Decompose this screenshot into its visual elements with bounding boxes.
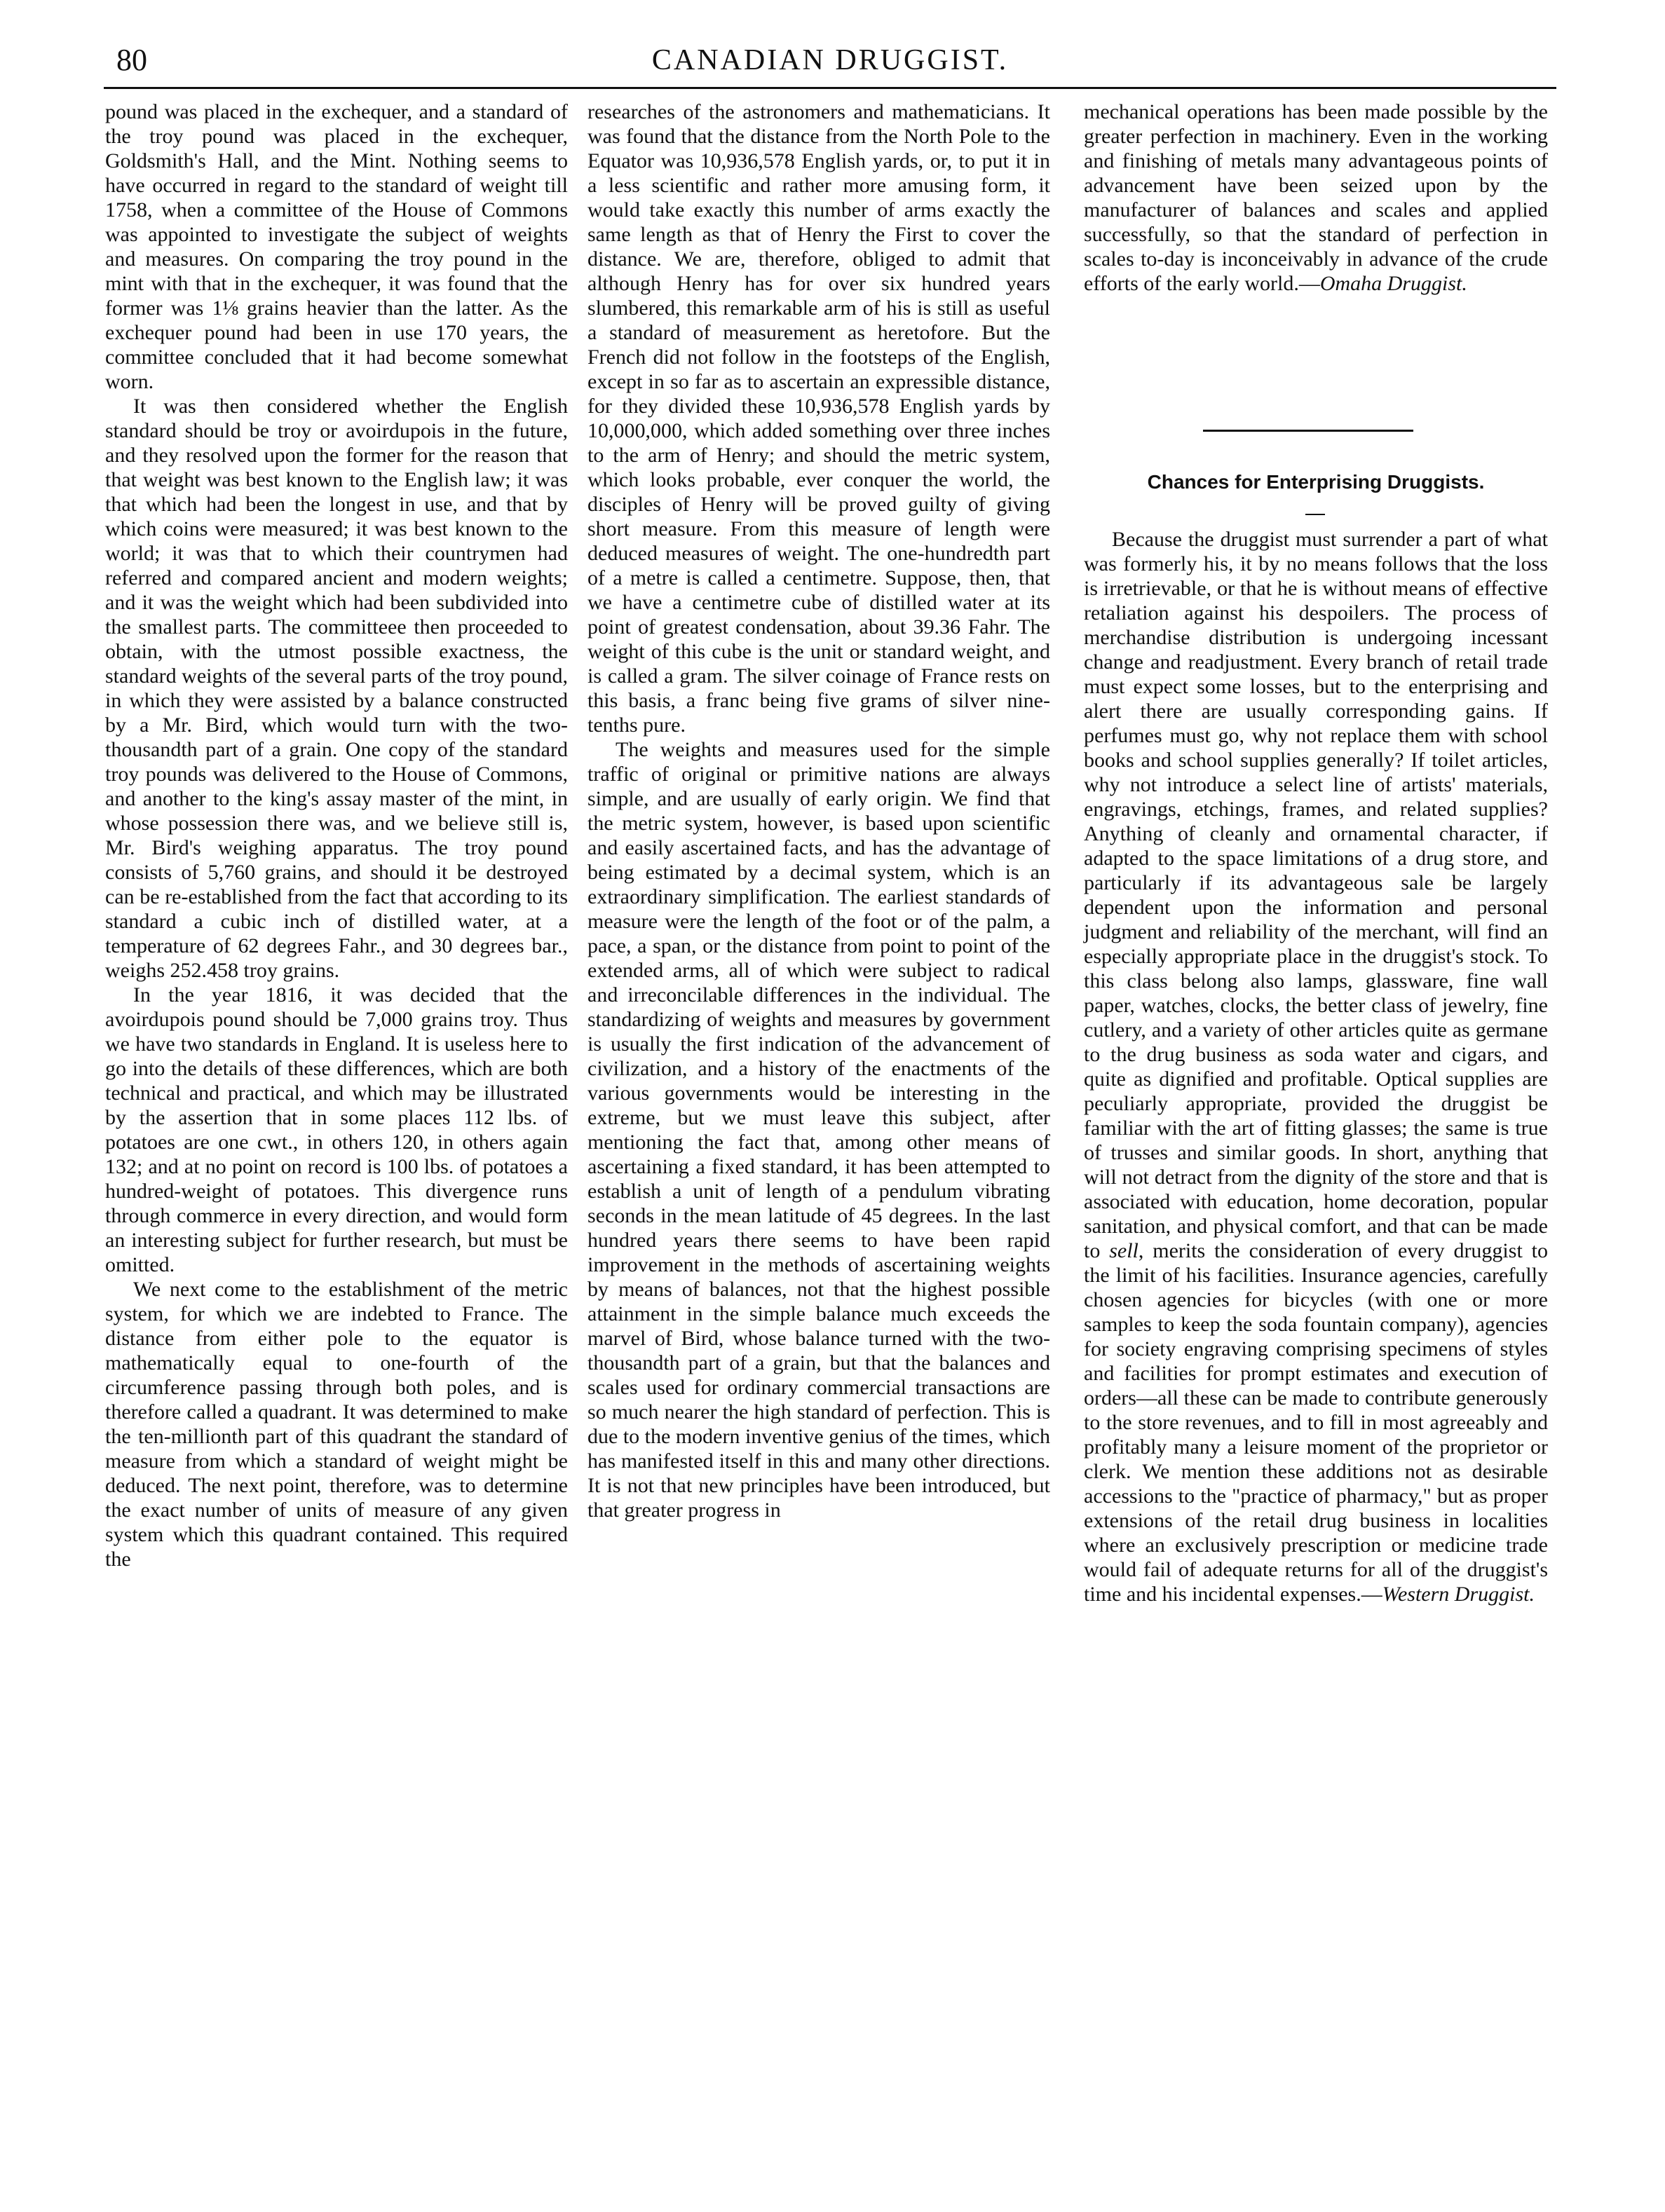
column-2 <box>587 100 1050 1522</box>
page-number: 80 <box>116 43 147 77</box>
paragraph-text: , merits the consideration of every druggist to the limit of his facilities. Insurance agencies, carefully chosen agencies for bicycles (with one or more samples to keep the soda fountain company), agencies for society engraving comprising specimens of styles and facilities for prompt estimates and execution of orders—all these can be made to contribute generously to the store revenues, and to fill in most agreeably and profitably many a leisure moment of the proprietor or clerk. We mention these additions not as desirable accessions to the "practice of pharmacy," but as proper extensions of the retail drug business in localities where an exclusively prescription or medicine trade would fail of adequate returns for all of the druggist's time and his incidental expenses.— <box>1084 1239 1548 1606</box>
paragraph: In the year 1816, it was decided that the avoirdupois pound should be 7,000 grains troy. Thus we have two standards in England. It is useless here to go into the details of these differences, which are both technical and practical, and which may be illustrated by the assertion that in some places 112 lbs. of potatoes are one cwt., in others 120, in others again 132; and at no point on record is 100 lbs. of potatoes a hundred-weight of potatoes. This divergence runs through commerce in every direction, and would form an interesting subject for further research, but must be omitted. <box>105 983 568 1276</box>
journal-title: CANADIAN DRUGGIST. <box>651 44 1009 76</box>
paragraph-text: Because the druggist must surrender a part of what was formerly his, it by no means follows that the loss is irretrievable, or that he is without means of effective retaliation against his despoilers. The process of merchandise distribution is undergoing incessant change and readjustment. Every branch of retail trade must expect some losses, but to the enterprising and alert there are usually corresponding gains. If perfumes must go, why not replace them with school books and school supplies generally? If toilet articles, why not introduce a select line of artists' materials, engravings, etchings, frames, and related supplies? Anything of cleanly and ornamental character, if adapted to the space limitations of a drug store, and particularly if its advantageous sale be largely dependent upon the information and personal judgment and reliability of the merchant, will find an especially appropriate place in the druggist's stock. To this class belong also lamps, glassware, fine wall paper, watches, clocks, the better class of jewelry, fine cutlery, and a variety of other articles quite as germane to the drug business as soda water and cigars, and quite as dignified and profitable. Optical supplies are peculiarly appropriate, provided the druggist be familiar with the art of fitting glasses; the same is true of trusses and similar goods. In short, anything that will not detract from the dignity of the store and that is associated with education, home decoration, popular sanitation, and physical comfort, and that can be made to <box>1084 528 1548 1262</box>
column-3-article <box>1084 527 1548 1606</box>
source-attribution: Omaha Druggist. <box>1319 272 1467 295</box>
paragraph-text: mechanical operations has been made possible by the greater perfection in machinery. Even in the working and finishing of metals many advantageous points of advancement have been seized upon by the manufacturer of balances and scales and applied successfully, so that the standard of perfection in scales to-day is inconceivably in advance of the crude efforts of the early world.— <box>1084 100 1548 295</box>
paragraph <box>1084 100 1548 296</box>
heading-dash <box>1305 514 1325 515</box>
column-1 <box>105 100 568 1571</box>
article-separator <box>1203 430 1413 432</box>
paragraph: researches of the astronomers and mathematicians. It was found that the distance from the North Pole to the Equator was 10,936,578 English yards, or, to put it in a less scientific and rather more amusing form, it would take exactly this number of arms exactly the same length as that of Henry the First to cover the distance. We are, therefore, obliged to admit that although Henry has for over six hundred years slumbered, this remarkable arm of his is still as useful a standard of measurement as heretofore. But the French did not follow in the footsteps of the English, except in so far as to ascertain an expressible distance, for they divided these 10,936,578 English yards by 10,000,000, which added something over three inches to the arm of Henry; and should the metric system, which looks probable, ever conquer the world, the disciples of Henry will be proved guilty of giving short measure. From this measure of length were deduced measures of weight. The one-hundredth part of a metre is called a centimetre. Suppose, then, that we have a centimetre cube of distilled water at its point of greatest condensation, about 39.36 Fahr. The weight of this cube is the unit or standard weight, and is called a gram. The silver coinage of France rests on this basis, a franc being five grams of silver nine-tenths pure. <box>587 100 1050 737</box>
paragraph: It was then considered whether the English standard should be troy or avoirdupois in the future, and they resolved upon the former for the reason that that weight was best known to the English law; it was that which had been the longest in use, and that by which coins were measured; it was best known to the world; it was that to which their countrymen had referred and compared ancient and modern weights; and it was the weight which had been subdivided into the smallest parts. The committeee then proceeded to obtain, with the utmost possible exactness, the standard weights of the several parts of the troy pound, in which they were assisted by a balance constructed by a Mr. Bird, which would turn with the two-thousandth part of a grain. One copy of the standard troy pounds was delivered to the House of Commons, and another to the king's assay master of the mint, in whose possession there was, and we believe still is, Mr. Bird's weighing apparatus. The troy pound consists of 5,760 grains, and should it be destroyed can be re-established from the fact that according to its standard a cubic inch of distilled water, at a temperature of 62 degrees Fahr., and 30 degrees bar., weighs 252.458 troy grains. <box>105 395 568 982</box>
column-3-top <box>1084 100 1548 296</box>
paragraph <box>1084 527 1548 1606</box>
source-attribution: Western Druggist. <box>1382 1583 1535 1606</box>
emphasis: sell <box>1109 1239 1139 1262</box>
article-heading: Chances for Enterprising Druggists. <box>1147 471 1485 493</box>
page-header <box>104 41 1556 83</box>
header-rule <box>104 87 1556 89</box>
paragraph: We next come to the establishment of the metric system, for which we are indebted to France. The distance from either pole to the equator is mathematically equal to one-fourth of the circumference passing through both poles, and is therefore called a quadrant. It was determined to make the ten-millionth part of this quadrant the standard of measure from which a standard of weight might be deduced. The next point, therefore, was to determine the exact number of units of measure of any given system which this quadrant contained. This required the <box>105 1278 568 1571</box>
paragraph: pound was placed in the exchequer, and a standard of the troy pound was placed in the exchequer, Goldsmith's Hall, and the Mint. Nothing seems to have occurred in regard to the standard of weight till 1758, when a committee of the House of Commons was appointed to investigate the subject of weights and measures. On comparing the troy pound in the mint with that in the exchequer, it was found that the former was 1⅛ grains heavier than the latter. As the exchequer pound had been in use 170 years, the committee concluded that it had become somewhat worn. <box>105 100 568 393</box>
paragraph: The weights and measures used for the simple traffic of original or primitive nations are always simple, and are usually of early origin. We find that the metric system, however, is based upon scientific and easily ascertained facts, and has the advantage of being estimated by a decimal system, which is an extraordinary simplification. The earliest standards of measure were the length of the foot or of the palm, a pace, a span, or the distance from point to point of the extended arms, all of which were subject to radical and irreconcilable differences in the individual. The standardizing of weights and measures by government is usually the first indication of the advancement of civilization, and a history of the enactments of the various governments would be interesting in the extreme, but we must leave this subject, after mentioning the fact that, among other means of ascertaining a fixed standard, it has been attempted to establish a unit of length of a pendulum vibrating seconds in the mean latitude of 45 degrees. In the last hundred years there seems to have been rapid improvement in the methods of ascertaining weights by means of balances, not that the highest possible attainment in the simple balance much exceeds the marvel of Bird, whose balance turned with the two-thousandth part of a grain, but that the balances and scales used for ordinary commercial transactions are so much nearer the high standard of perfection. This is due to the modern inventive genius of the times, which has manifested itself in this and many other directions. It is not that new principles have been introduced, but that greater progress in <box>587 738 1050 1522</box>
